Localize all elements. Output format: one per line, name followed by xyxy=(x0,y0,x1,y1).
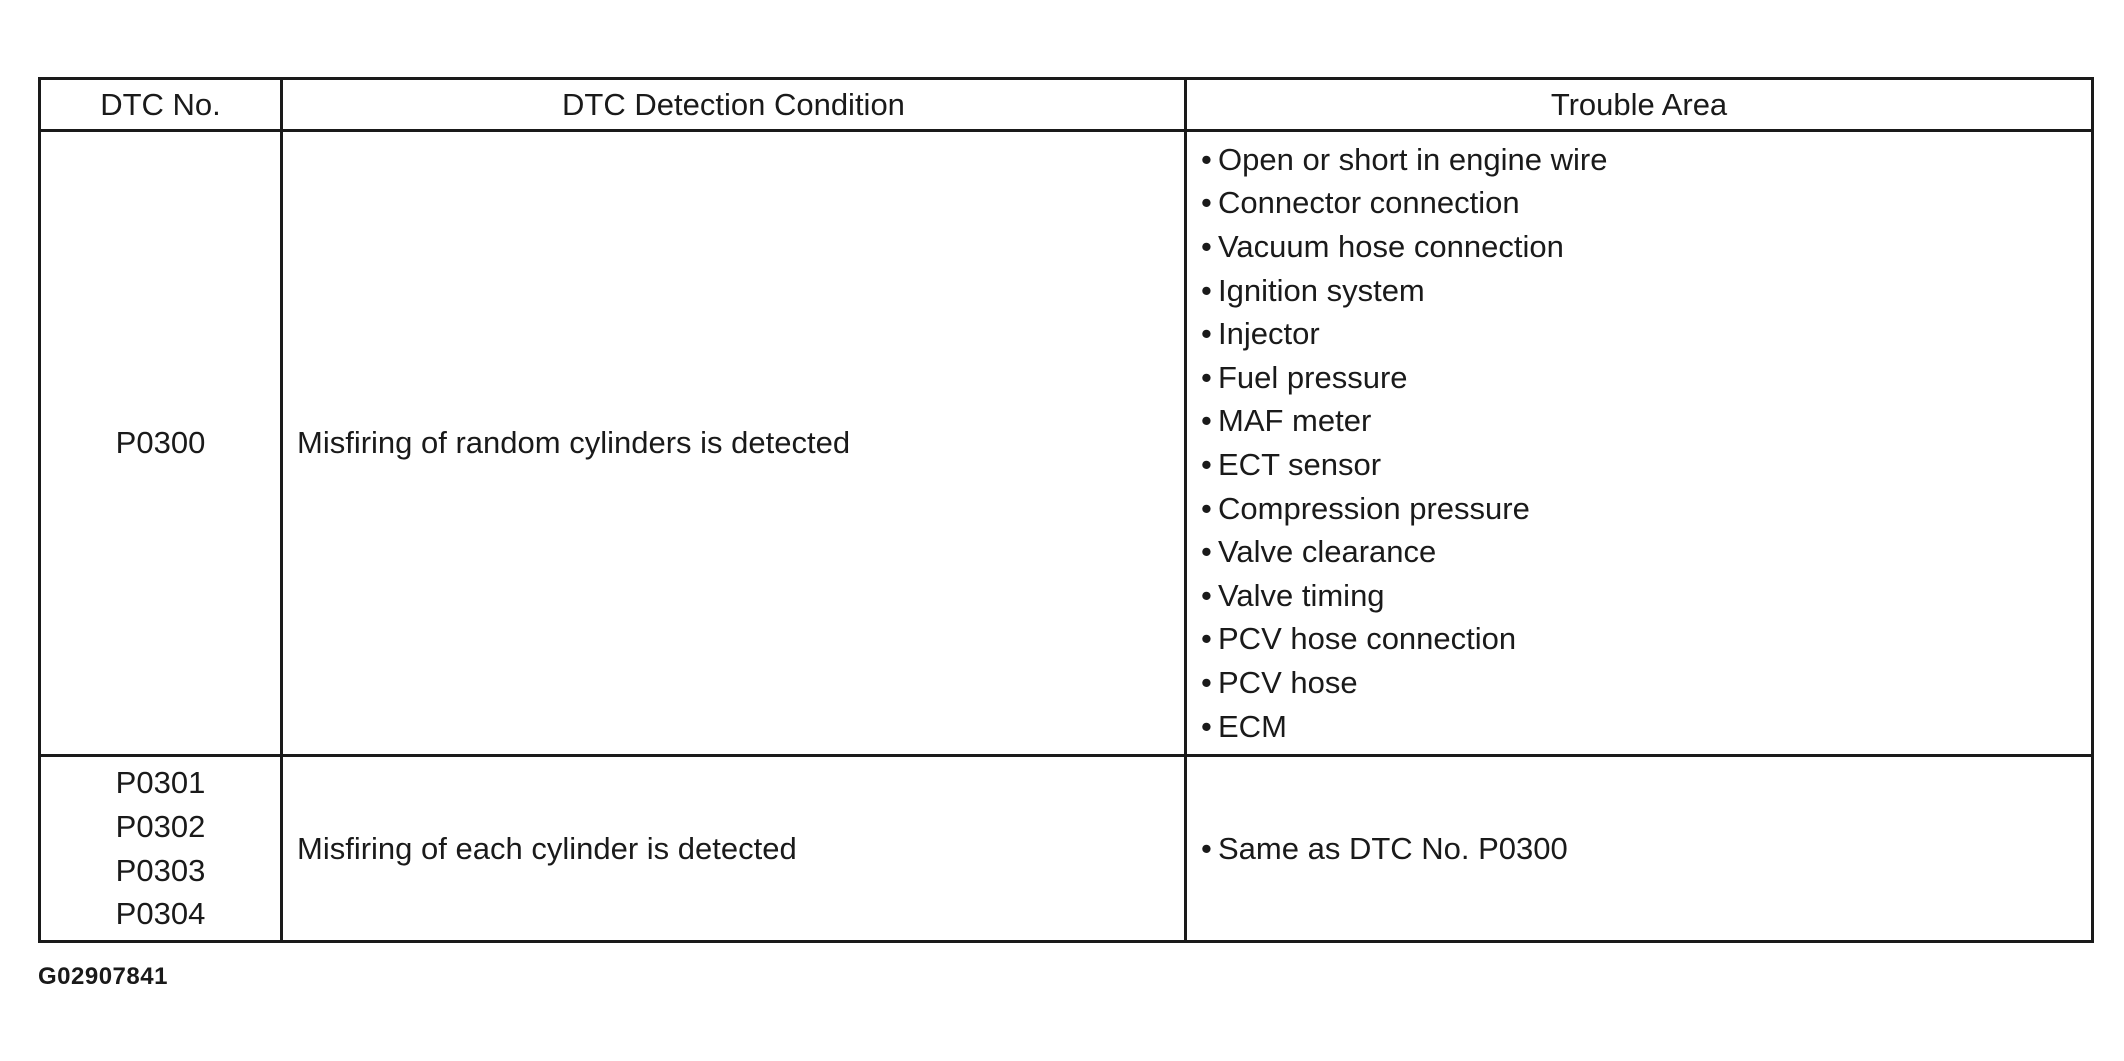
trouble-area-item xyxy=(1201,487,2091,531)
bullet-icon: • xyxy=(1201,272,1212,308)
trouble-area-item xyxy=(1201,399,2091,443)
trouble-area-cell xyxy=(1186,756,2093,942)
trouble-area-item xyxy=(1201,138,2091,182)
trouble-area-text: Open or short in engine wire xyxy=(1218,141,1608,177)
table-row xyxy=(40,756,2093,942)
trouble-area-item xyxy=(1201,181,2091,225)
bullet-icon: • xyxy=(1201,664,1212,700)
header-detection-condition: DTC Detection Condition xyxy=(282,79,1186,131)
trouble-area-item xyxy=(1201,574,2091,618)
trouble-area-item xyxy=(1201,269,2091,313)
bullet-icon: • xyxy=(1201,534,1212,570)
dtc-table xyxy=(38,77,2094,943)
trouble-area-item xyxy=(1201,225,2091,269)
dtc-code-list xyxy=(41,421,280,465)
trouble-area-text: Valve clearance xyxy=(1218,534,1437,570)
header-dtc-no: DTC No. xyxy=(40,79,282,131)
detection-condition-cell: Misfiring of each cylinder is detected xyxy=(282,756,1186,942)
bullet-icon: • xyxy=(1201,621,1212,657)
table-header-row xyxy=(40,79,2093,131)
trouble-area-text: Compression pressure xyxy=(1218,490,1530,526)
trouble-area-item xyxy=(1201,705,2091,749)
trouble-area-text: Valve timing xyxy=(1218,577,1385,613)
bullet-icon: • xyxy=(1201,447,1212,482)
bullet-icon: • xyxy=(1201,316,1212,352)
trouble-area-item xyxy=(1201,617,2091,661)
dtc-code: P0300 xyxy=(115,425,206,461)
bullet-icon: • xyxy=(1201,708,1212,744)
table-row xyxy=(40,131,2093,756)
dtc-code-list xyxy=(41,761,280,935)
trouble-area-item xyxy=(1201,530,2091,574)
dtc-code: P0303 xyxy=(115,852,206,888)
trouble-area-text: Injector xyxy=(1218,316,1320,352)
figure-id: G02907841 xyxy=(38,963,168,990)
bullet-icon: • xyxy=(1201,185,1212,221)
trouble-area-item xyxy=(1201,661,2091,705)
dtc-code: P0302 xyxy=(115,808,206,844)
bullet-icon: • xyxy=(1201,229,1212,265)
detection-condition-cell: Misfiring of random cylinders is detected xyxy=(282,131,1186,756)
trouble-area-text: ECT sensor xyxy=(1218,447,1382,482)
bullet-icon: • xyxy=(1201,403,1212,439)
trouble-area-item xyxy=(1201,356,2091,400)
dtc-code: P0304 xyxy=(115,896,206,932)
trouble-area-item xyxy=(1201,443,2091,487)
trouble-area-text: Ignition system xyxy=(1218,272,1425,308)
trouble-area-list xyxy=(1201,138,2091,748)
bullet-icon: • xyxy=(1201,141,1212,177)
header-trouble-area: Trouble Area xyxy=(1186,79,2093,131)
trouble-area-text: Vacuum hose connection xyxy=(1218,229,1564,265)
trouble-area-text: Connector connection xyxy=(1218,185,1520,221)
trouble-area-list xyxy=(1201,827,2091,871)
dtc-code: P0301 xyxy=(115,765,206,801)
dtc-code-cell xyxy=(40,131,282,756)
bullet-icon: • xyxy=(1201,359,1212,395)
trouble-area-text: PCV hose connection xyxy=(1218,621,1517,657)
trouble-area-item xyxy=(1201,312,2091,356)
bullet-icon: • xyxy=(1201,830,1212,866)
trouble-area-text: Same as DTC No. P0300 xyxy=(1218,830,1568,866)
trouble-area-cell xyxy=(1186,131,2093,756)
trouble-area-text: Fuel pressure xyxy=(1218,359,1408,395)
bullet-icon: • xyxy=(1201,577,1212,613)
trouble-area-text: PCV hose xyxy=(1218,664,1358,700)
dtc-code-cell xyxy=(40,756,282,942)
trouble-area-item xyxy=(1201,827,2091,871)
trouble-area-text: MAF meter xyxy=(1218,403,1372,439)
bullet-icon: • xyxy=(1201,490,1212,526)
trouble-area-text: ECM xyxy=(1218,708,1287,744)
